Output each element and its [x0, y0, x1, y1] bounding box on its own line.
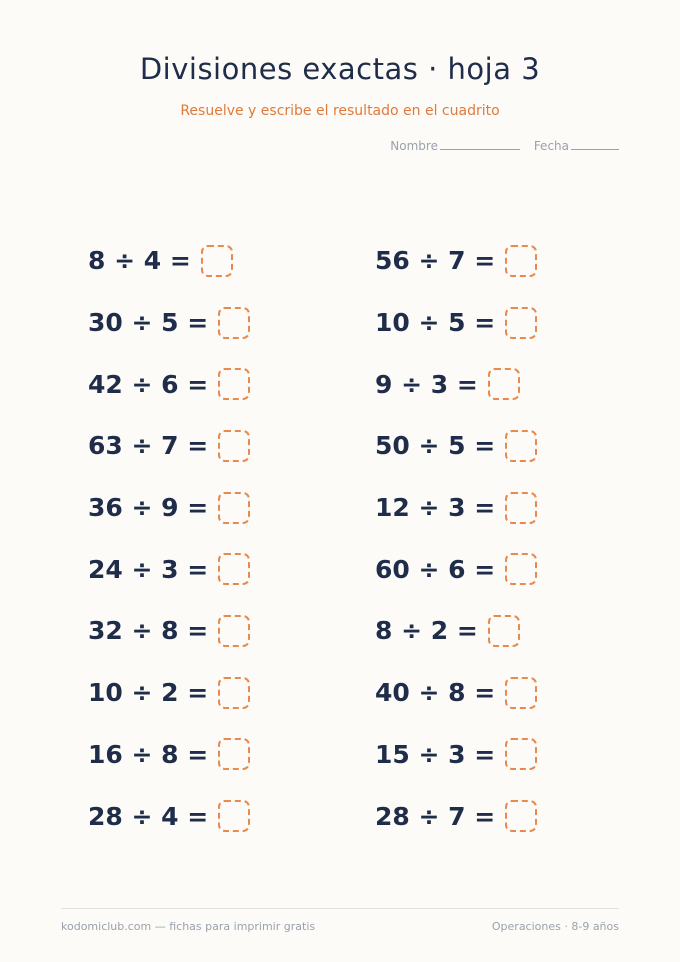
answer-box[interactable] [505, 738, 537, 770]
page-subtitle: Resuelve y escribe el resultado en el cuadrito [180, 103, 500, 119]
date-line[interactable] [571, 148, 619, 150]
problem-row [375, 662, 537, 724]
answer-box[interactable] [218, 492, 250, 524]
answer-box[interactable] [505, 677, 537, 709]
problem-row [88, 785, 250, 847]
answer-box[interactable] [488, 368, 520, 400]
problem-text: 60 ÷ 6 = [375, 554, 496, 584]
answer-box[interactable] [505, 800, 537, 832]
problem-text: 36 ÷ 9 = [88, 493, 209, 523]
problem-text: 28 ÷ 4 = [88, 801, 209, 831]
problem-row [88, 600, 250, 662]
problem-text: 12 ÷ 3 = [375, 493, 496, 523]
problem-text: 8 ÷ 2 = [375, 616, 478, 646]
answer-box[interactable] [505, 430, 537, 462]
name-date-fields [390, 139, 619, 153]
answer-box[interactable] [218, 368, 250, 400]
footer-divider [61, 908, 619, 909]
problem-text: 8 ÷ 4 = [88, 246, 191, 276]
problem-row [88, 353, 250, 415]
problem-text: 32 ÷ 8 = [88, 616, 209, 646]
problem-row [375, 538, 537, 600]
answer-box[interactable] [218, 677, 250, 709]
problem-text: 28 ÷ 7 = [375, 801, 496, 831]
problem-text: 10 ÷ 2 = [88, 678, 209, 708]
problem-text: 30 ÷ 5 = [88, 308, 209, 338]
page-title: Divisiones exactas · hoja 3 [139, 52, 541, 86]
problems-left-column [88, 230, 250, 847]
problem-text: 40 ÷ 8 = [375, 678, 496, 708]
problem-row [375, 353, 537, 415]
answer-box[interactable] [488, 615, 520, 647]
problem-text: 63 ÷ 7 = [88, 431, 209, 461]
problem-row [88, 292, 250, 354]
problem-row [88, 415, 250, 477]
problem-row [375, 785, 537, 847]
problems-right-column [375, 230, 537, 847]
problem-row [88, 477, 250, 539]
date-label: Fecha [533, 139, 569, 153]
problem-text: 56 ÷ 7 = [375, 246, 496, 276]
problem-row [375, 600, 537, 662]
problem-text: 9 ÷ 3 = [375, 369, 478, 399]
problem-text: 15 ÷ 3 = [375, 739, 496, 769]
answer-box[interactable] [218, 430, 250, 462]
problem-row [88, 230, 250, 292]
answer-box[interactable] [218, 738, 250, 770]
answer-box[interactable] [218, 307, 250, 339]
problem-row [375, 477, 537, 539]
problem-row [375, 292, 537, 354]
answer-box[interactable] [505, 245, 537, 277]
name-label: Nombre [390, 139, 438, 153]
answer-box[interactable] [505, 307, 537, 339]
footer-site-text: kodomiclub.com — fichas para imprimir gratis [61, 920, 316, 933]
problem-text: 50 ÷ 5 = [375, 431, 496, 461]
problem-row [375, 724, 537, 786]
problem-text: 24 ÷ 3 = [88, 554, 209, 584]
answer-box[interactable] [218, 800, 250, 832]
footer-category-text: Operaciones · 8-9 años [491, 920, 619, 933]
answer-box[interactable] [505, 553, 537, 585]
problem-row [375, 415, 537, 477]
name-line[interactable] [440, 148, 520, 150]
answer-box[interactable] [218, 615, 250, 647]
problem-row [375, 230, 537, 292]
answer-box[interactable] [201, 245, 233, 277]
answer-box[interactable] [218, 553, 250, 585]
problem-row [88, 662, 250, 724]
problem-text: 16 ÷ 8 = [88, 739, 209, 769]
problem-text: 42 ÷ 6 = [88, 369, 209, 399]
problem-row [88, 724, 250, 786]
answer-box[interactable] [505, 492, 537, 524]
problem-text: 10 ÷ 5 = [375, 308, 496, 338]
problem-row [88, 538, 250, 600]
